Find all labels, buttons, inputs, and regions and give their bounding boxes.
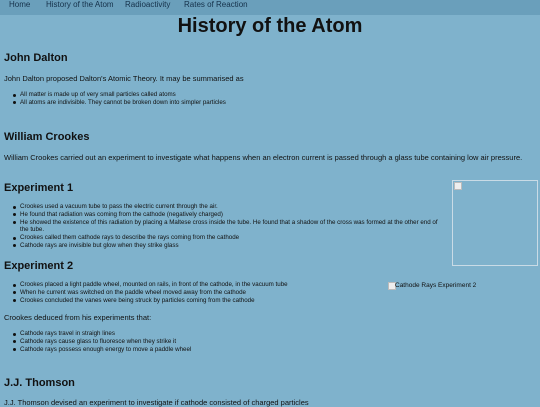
crookes-deduced-intro: Crookes deduced from his experiments that: [4,313,152,322]
nav-radioactivity[interactable]: Radioactivity [125,0,171,9]
list-item: Cathode rays are invisible but glow when they strike glass [20,242,440,250]
experiment-2-list [20,281,390,304]
list-item: All atoms are indivisible. They cannot be broken down into simpler particles [20,98,226,106]
list-item: When he current was switched on the paddle wheel moved away from the cathode [20,289,390,297]
nav-history-of-the-atom[interactable]: History of the Atom [46,0,114,9]
list-item: Crookes called them cathode rays to describe the rays coming from the cathode [20,234,440,242]
list-item: Crookes used a vacuum tube to pass the electric current through the air. [20,203,440,211]
heading-jj-thomson: J.J. Thomson [4,377,75,389]
experiment-1-image [452,180,538,266]
list-item: Crookes placed a light paddle wheel, mounted on rails, in front of the cathode, in the vacuum tube [20,281,390,289]
list-item: Cathode rays travel in straigh lines [20,330,191,338]
heading-john-dalton: John Dalton [4,52,68,64]
crookes-deduced-list [20,330,191,353]
crookes-intro: William Crookes carried out an experiment to investigate what happens when an electron current is passed through a glass tube containing low air pressure. [4,153,523,162]
heading-experiment-2: Experiment 2 [4,260,74,272]
experiment-1-list [20,203,440,250]
experiment-2-image-alt: Cathode Rays Experiment 2 [395,282,477,289]
nav-rates-of-reaction[interactable]: Rates of Reaction [184,0,248,9]
list-item: Crookes concluded the vanes were being struck by particles coming from the cathode [20,297,390,305]
broken-image-icon [454,182,462,190]
dalton-intro: John Dalton proposed Dalton's Atomic Theory. It may be summarised as [4,74,244,83]
thomson-intro: J.J. Thomson devised an experiment to investigate if cathode consisted of charged particles [4,398,309,407]
dalton-list [20,91,226,107]
top-nav [0,0,540,15]
nav-home[interactable]: Home [9,0,31,9]
page-title: History of the Atom [177,15,363,37]
heading-william-crookes: William Crookes [4,131,90,143]
list-item: All matter is made up of very small particles called atoms [20,91,226,99]
heading-experiment-1: Experiment 1 [4,182,74,194]
list-item: He showed the existence of this radiation by placing a Maltese cross inside the tube. He found that a shadow of the cross was formed at the other end of the tube. [20,219,440,235]
list-item: Cathode rays possess enough energy to move a paddle wheel [20,345,192,353]
list-item: Cathode rays cause glass to fluoresce when they strike it [20,338,191,346]
list-item: He found that radiation was coming from the cathode (negatively charged) [20,211,440,219]
